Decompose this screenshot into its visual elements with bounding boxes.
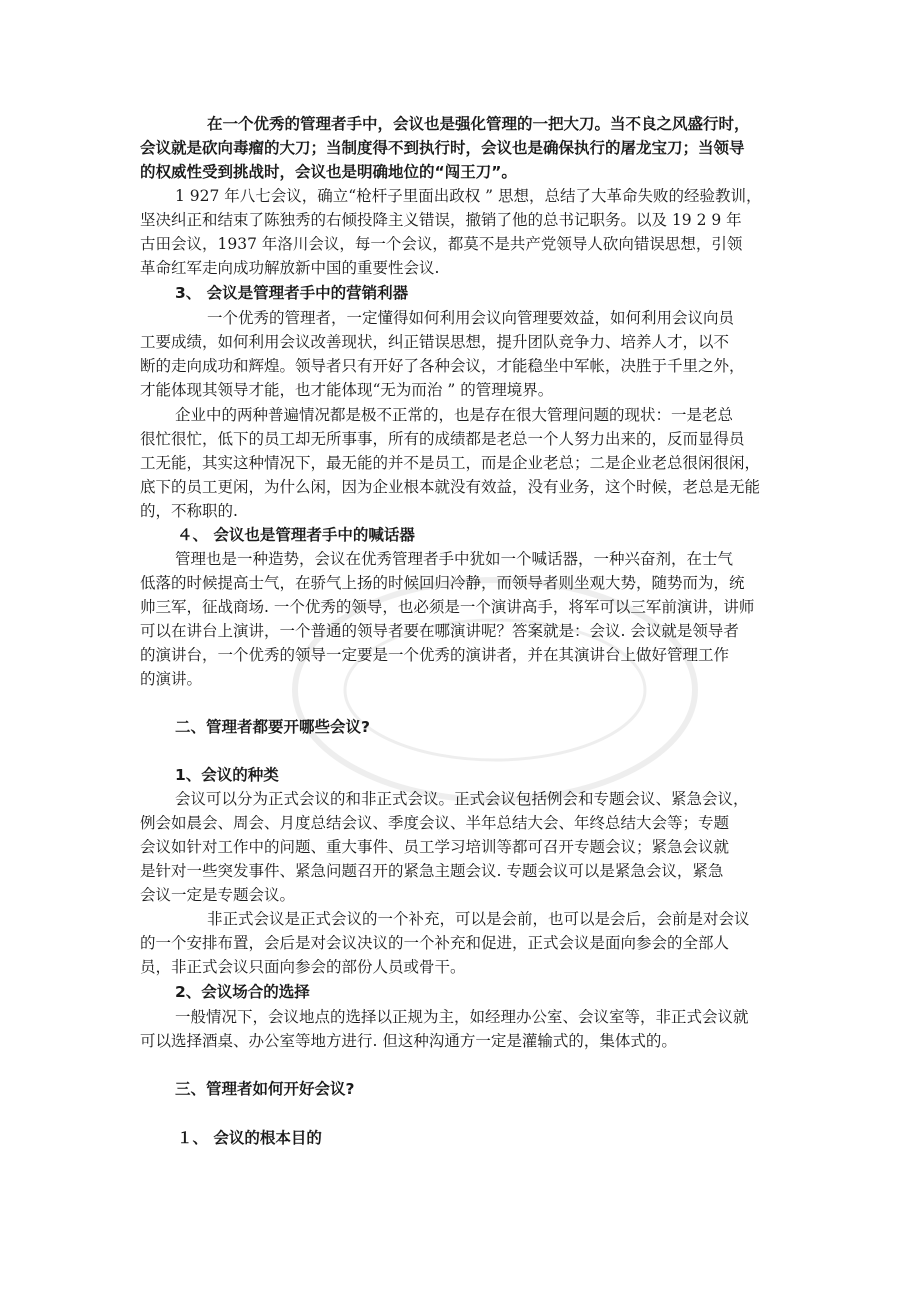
body-line: 会议如针对工作中的问题、重大事件、员工学习培训等都可召开专题会议；紧急会议就 (140, 838, 730, 856)
body-line: 坚决纠正和结束了陈独秀的右倾投降主义错误，撤销了他的总书记职务。以及 19 2 9 年 (140, 211, 742, 229)
body-line: 革命红军走向成功解放新中国的重要性会议. (140, 259, 440, 277)
body-line: 的一个安排布置，会后是对会议决议的一个补充和促进，正式会议是面向参会的全部人 (140, 934, 730, 952)
body-line: 可以选择酒桌、办公室等地方进行. 但这种沟通方一定是灌输式的，集体式的。 (140, 1032, 677, 1050)
body-line: 可以在讲台上演讲，一个普通的领导者要在哪演讲呢？答案就是：会议. 会议就是领导者 (140, 622, 739, 640)
body-line: 帅三军，征战商场. 一个优秀的领导，也必须是一个演讲高手，将军可以三军前演讲，讲师 (140, 598, 755, 616)
body-line: 一般情况下，会议地点的选择以正规为主，如经理办公室、会议室等，非正式会议就 (175, 1008, 749, 1026)
section-heading: 1、会议的种类 (175, 766, 279, 784)
body-line: 底下的员工更闲，为什么闲，因为企业根本就没有效益，没有业务，这个时候，老总是无能 (140, 478, 761, 496)
section-heading: ４、 会议也是管理者手中的喊话器 (177, 526, 415, 544)
intro-line: 在一个优秀的管理者手中，会议也是强化管理的一把大刀。当不良之风盛行时， (207, 115, 750, 133)
body-line: 古田会议，1937 年洛川会议，每一个会议，都莫不是共产党领导人砍向错误思想，引领 (140, 235, 743, 253)
body-line: 一个优秀的管理者，一定懂得如何利用会议向管理要效益，如何利用会议向员 (207, 309, 735, 327)
body-line: 员，非正式会议只面向参会的部份人员或骨干。 (140, 958, 466, 976)
body-line: 1 927 年八七会议，确立“枪杆子里面出政权 ” 思想，总结了大革命失败的经验教训， (175, 187, 762, 205)
body-line: 低落的时候提高士气，在骄气上扬的时候回归冷静，而领导者则坐观大势，随势而为，统 (140, 574, 745, 592)
body-line: 非正式会议是正式会议的一个补充，可以是会前，也可以是会后，会前是对会议 (207, 910, 750, 928)
chapter-heading: 二、管理者都要开哪些会议? (175, 718, 370, 736)
intro-line: 会议就是砍向毒瘤的大刀；当制度得不到执行时，会议也是确保执行的屠龙宝刀；当领导 (140, 139, 745, 157)
body-line: 工要成绩，如何利用会议改善现状，纠正错误思想，提升团队竞争力、培养人才，以不 (140, 333, 730, 351)
body-line: 很忙很忙，低下的员工却无所事事，所有的成绩都是老总一个人努力出来的，反而显得员 (140, 430, 745, 448)
intro-line: 的权威性受到挑战时，会议也是明确地位的“闯王刀”。 (140, 163, 517, 181)
body-line: 的演讲台，一个优秀的领导一定要是一个优秀的演讲者，并在其演讲台上做好管理工作 (140, 646, 730, 664)
body-line: 工无能，其实这种情况下，最无能的并不是员工，而是企业老总；二是企业老总很闲很闲， (140, 454, 761, 472)
body-line: 的，不称职的. (140, 502, 238, 520)
body-line: 会议一定是专题会议。 (140, 886, 296, 904)
body-line: 例会如晨会、周会、月度总结会议、季度会议、半年总结大会、年终总结大会等；专题 (140, 814, 730, 832)
section-heading: 2、会议场合的选择 (175, 983, 310, 1001)
chapter-heading: 三、管理者如何开好会议? (175, 1080, 355, 1098)
body-line: 的演讲。 (140, 670, 203, 688)
body-line: 才能体现其领导才能，也才能体现“无为而治 ” 的管理境界。 (140, 381, 554, 399)
body-line: 断的走向成功和辉煌。领导者只有开好了各种会议，才能稳坐中军帐，决胜于千里之外， (140, 357, 745, 375)
body-line: 是针对一些突发事件、紧急问题召开的紧急主题会议. 专题会议可以是紧急会议，紧急 (140, 862, 724, 880)
section-heading: 3、 会议是管理者手中的营销利器 (175, 284, 409, 302)
body-line: 管理也是一种造势，会议在优秀管理者手中犹如一个喊话器，一种兴奋剂，在士气 (175, 550, 734, 568)
body-line: 企业中的两种普遍情况都是极不正常的，也是存在很大管理问题的现状：一是老总 (175, 406, 734, 424)
body-line: 会议可以分为正式会议的和非正式会议。正式会议包括例会和专题会议、紧急会议， (175, 790, 749, 808)
section-heading: １、 会议的根本目的 (177, 1129, 322, 1147)
